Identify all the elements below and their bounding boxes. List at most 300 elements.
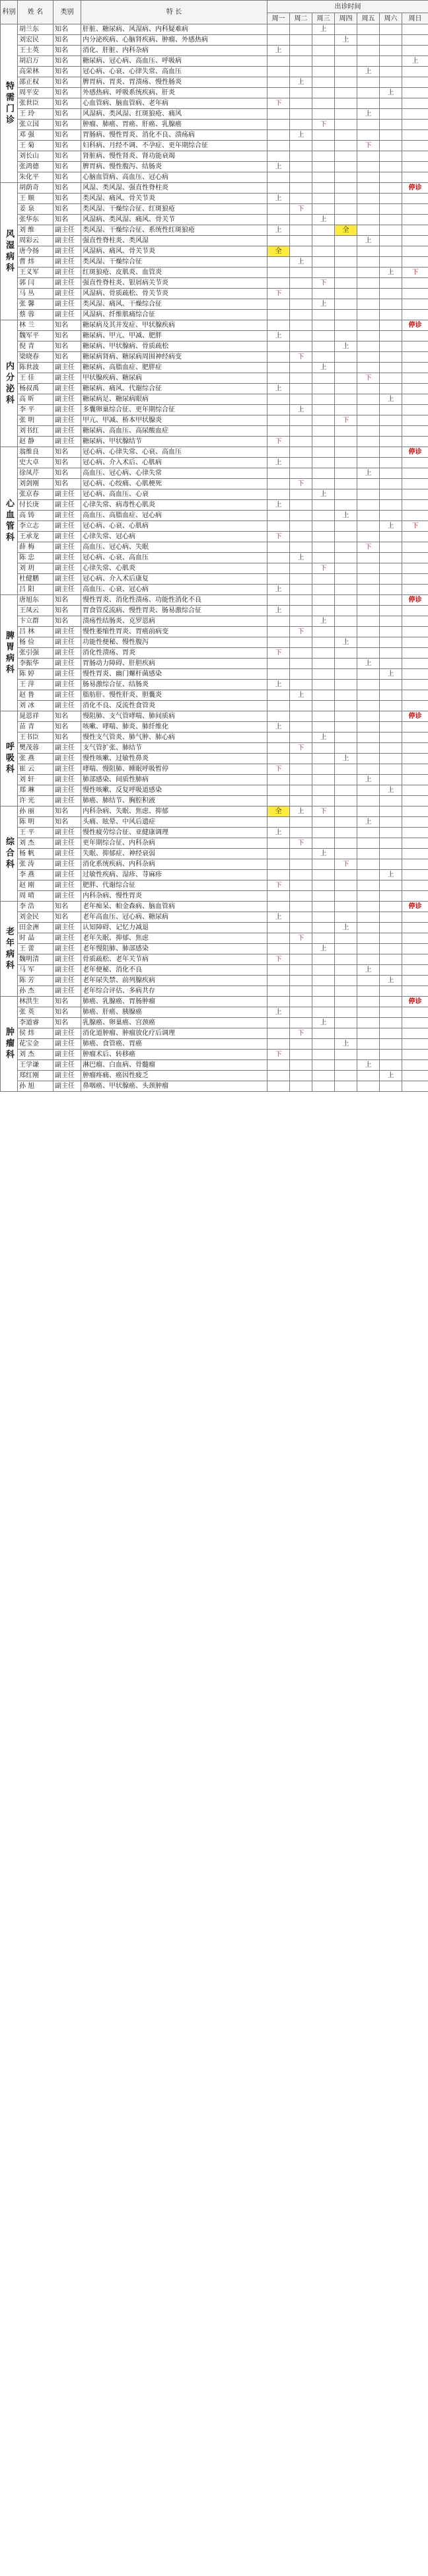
- schedule-slot[interactable]: [335, 965, 357, 976]
- schedule-slot[interactable]: [312, 331, 335, 341]
- schedule-slot[interactable]: [312, 637, 335, 648]
- schedule-slot[interactable]: [268, 944, 290, 954]
- schedule-slot[interactable]: [357, 849, 380, 859]
- schedule-slot[interactable]: [335, 532, 357, 542]
- schedule-slot[interactable]: [380, 204, 402, 215]
- schedule-slot[interactable]: [312, 310, 335, 320]
- schedule-slot[interactable]: [402, 965, 428, 976]
- schedule-slot[interactable]: [380, 806, 402, 817]
- schedule-slot[interactable]: [312, 997, 335, 1007]
- schedule-slot[interactable]: 下: [290, 204, 312, 215]
- schedule-slot[interactable]: [335, 426, 357, 437]
- schedule-slot[interactable]: [402, 236, 428, 246]
- doctor-name[interactable]: 张世臣: [18, 98, 54, 109]
- schedule-slot[interactable]: [290, 648, 312, 659]
- schedule-slot[interactable]: [402, 310, 428, 320]
- schedule-slot[interactable]: [357, 88, 380, 98]
- schedule-slot[interactable]: 上: [290, 553, 312, 563]
- schedule-slot[interactable]: [290, 363, 312, 373]
- schedule-slot[interactable]: [268, 373, 290, 384]
- doctor-name[interactable]: 陈世波: [18, 363, 54, 373]
- doctor-name[interactable]: 王 玲: [18, 109, 54, 120]
- schedule-slot[interactable]: [380, 880, 402, 891]
- schedule-slot[interactable]: [290, 172, 312, 183]
- schedule-slot[interactable]: [402, 341, 428, 352]
- schedule-slot[interactable]: [380, 849, 402, 859]
- schedule-slot[interactable]: [357, 46, 380, 56]
- doctor-name[interactable]: 张鸿德: [18, 162, 54, 172]
- schedule-slot[interactable]: [268, 236, 290, 246]
- schedule-slot[interactable]: [402, 754, 428, 764]
- doctor-name[interactable]: 王 萍: [18, 680, 54, 690]
- schedule-slot[interactable]: [312, 1050, 335, 1060]
- schedule-slot[interactable]: [335, 817, 357, 828]
- schedule-slot[interactable]: [402, 954, 428, 965]
- schedule-slot[interactable]: [380, 77, 402, 88]
- doctor-name[interactable]: 李振华: [18, 659, 54, 669]
- schedule-slot[interactable]: [357, 278, 380, 289]
- schedule-slot[interactable]: 上: [268, 585, 290, 595]
- schedule-slot[interactable]: [312, 585, 335, 595]
- schedule-slot[interactable]: [290, 1071, 312, 1081]
- schedule-slot[interactable]: [380, 616, 402, 627]
- schedule-slot[interactable]: [402, 225, 428, 236]
- schedule-slot[interactable]: 上: [380, 669, 402, 680]
- schedule-slot[interactable]: [268, 796, 290, 806]
- schedule-slot[interactable]: [312, 1028, 335, 1039]
- schedule-slot[interactable]: [312, 764, 335, 775]
- schedule-slot[interactable]: [380, 56, 402, 67]
- schedule-slot[interactable]: [312, 415, 335, 426]
- doctor-name[interactable]: 徐凤芹: [18, 468, 54, 479]
- schedule-slot[interactable]: [335, 1071, 357, 1081]
- schedule-slot[interactable]: [335, 373, 357, 384]
- schedule-slot[interactable]: [380, 246, 402, 257]
- schedule-slot[interactable]: [335, 56, 357, 67]
- schedule-slot[interactable]: [380, 838, 402, 849]
- schedule-slot[interactable]: [380, 320, 402, 331]
- schedule-slot[interactable]: 上: [268, 194, 290, 204]
- schedule-slot[interactable]: 上: [268, 1007, 290, 1018]
- schedule-slot[interactable]: [380, 373, 402, 384]
- schedule-slot[interactable]: 上: [357, 109, 380, 120]
- schedule-slot[interactable]: [335, 521, 357, 532]
- schedule-slot[interactable]: [312, 225, 335, 236]
- schedule-slot[interactable]: [312, 606, 335, 616]
- schedule-slot[interactable]: [402, 743, 428, 754]
- schedule-slot[interactable]: 下: [268, 289, 290, 299]
- schedule-slot[interactable]: [357, 257, 380, 268]
- schedule-slot[interactable]: [335, 109, 357, 120]
- doctor-name[interactable]: 唐今扬: [18, 246, 54, 257]
- schedule-slot[interactable]: [402, 553, 428, 563]
- schedule-slot[interactable]: [268, 352, 290, 363]
- schedule-slot[interactable]: [312, 1007, 335, 1018]
- schedule-slot[interactable]: [268, 426, 290, 437]
- schedule-slot[interactable]: 全: [268, 246, 290, 257]
- schedule-slot[interactable]: [335, 120, 357, 130]
- schedule-slot[interactable]: [290, 141, 312, 151]
- schedule-slot[interactable]: [312, 204, 335, 215]
- schedule-slot[interactable]: [268, 405, 290, 415]
- schedule-slot[interactable]: [357, 648, 380, 659]
- schedule-slot[interactable]: [402, 574, 428, 585]
- schedule-slot[interactable]: [290, 944, 312, 954]
- schedule-slot[interactable]: [357, 77, 380, 88]
- schedule-slot[interactable]: [335, 870, 357, 880]
- schedule-slot[interactable]: [268, 1018, 290, 1028]
- schedule-slot[interactable]: [357, 606, 380, 616]
- schedule-slot[interactable]: [290, 109, 312, 120]
- schedule-slot[interactable]: 上: [335, 754, 357, 764]
- doctor-name[interactable]: 刘金民: [18, 912, 54, 923]
- doctor-name[interactable]: 李立志: [18, 521, 54, 532]
- schedule-slot[interactable]: [312, 194, 335, 204]
- schedule-slot[interactable]: [335, 733, 357, 743]
- schedule-slot[interactable]: [402, 204, 428, 215]
- schedule-slot[interactable]: [335, 891, 357, 902]
- schedule-slot[interactable]: [357, 764, 380, 775]
- schedule-slot[interactable]: [312, 183, 335, 194]
- schedule-slot[interactable]: [357, 912, 380, 923]
- schedule-slot[interactable]: [268, 553, 290, 563]
- schedule-slot[interactable]: [402, 828, 428, 838]
- schedule-slot[interactable]: [357, 627, 380, 637]
- schedule-slot[interactable]: 上: [312, 849, 335, 859]
- schedule-slot[interactable]: [357, 722, 380, 733]
- schedule-slot[interactable]: [290, 310, 312, 320]
- schedule-slot[interactable]: [380, 627, 402, 637]
- schedule-slot[interactable]: [312, 458, 335, 468]
- schedule-slot[interactable]: 下: [357, 141, 380, 151]
- doctor-name[interactable]: 胡荫奇: [18, 183, 54, 194]
- schedule-slot[interactable]: [335, 1028, 357, 1039]
- doctor-name[interactable]: 刘 杰: [18, 838, 54, 849]
- schedule-slot[interactable]: [380, 468, 402, 479]
- schedule-slot[interactable]: [290, 606, 312, 616]
- doctor-name[interactable]: 陈 芳: [18, 976, 54, 986]
- schedule-slot[interactable]: [380, 1018, 402, 1028]
- schedule-slot[interactable]: [290, 151, 312, 162]
- schedule-slot[interactable]: [335, 331, 357, 341]
- doctor-name[interactable]: 刘剑刚: [18, 479, 54, 489]
- schedule-slot[interactable]: [357, 870, 380, 880]
- schedule-slot[interactable]: [380, 828, 402, 838]
- schedule-slot[interactable]: [357, 24, 380, 35]
- schedule-slot[interactable]: [290, 701, 312, 711]
- schedule-slot[interactable]: [290, 722, 312, 733]
- doctor-name[interactable]: 张引强: [18, 648, 54, 659]
- doctor-name[interactable]: 王士英: [18, 46, 54, 56]
- schedule-slot[interactable]: [290, 120, 312, 130]
- schedule-slot[interactable]: [402, 458, 428, 468]
- schedule-slot[interactable]: [357, 944, 380, 954]
- schedule-slot[interactable]: [402, 563, 428, 574]
- schedule-slot[interactable]: [402, 511, 428, 521]
- schedule-slot[interactable]: [380, 595, 402, 606]
- schedule-slot[interactable]: [357, 933, 380, 944]
- schedule-slot[interactable]: [335, 542, 357, 553]
- schedule-slot[interactable]: [357, 954, 380, 965]
- doctor-name[interactable]: 李道睿: [18, 1018, 54, 1028]
- schedule-slot[interactable]: [312, 77, 335, 88]
- schedule-slot[interactable]: [402, 426, 428, 437]
- schedule-slot[interactable]: [335, 468, 357, 479]
- doctor-name[interactable]: 刘 玥: [18, 563, 54, 574]
- schedule-slot[interactable]: [268, 268, 290, 278]
- schedule-slot[interactable]: [357, 426, 380, 437]
- schedule-slot[interactable]: [290, 289, 312, 299]
- schedule-slot[interactable]: [312, 923, 335, 933]
- doctor-name[interactable]: 李 燕: [18, 870, 54, 880]
- schedule-slot[interactable]: [402, 109, 428, 120]
- doctor-name[interactable]: 王义军: [18, 268, 54, 278]
- schedule-slot[interactable]: 上: [290, 806, 312, 817]
- schedule-slot[interactable]: [335, 77, 357, 88]
- doctor-name[interactable]: 张 英: [18, 1007, 54, 1018]
- schedule-slot[interactable]: [357, 183, 380, 194]
- schedule-slot[interactable]: [357, 204, 380, 215]
- schedule-slot[interactable]: [268, 637, 290, 648]
- schedule-slot[interactable]: [335, 680, 357, 690]
- schedule-slot[interactable]: 上: [335, 341, 357, 352]
- schedule-slot[interactable]: [290, 331, 312, 341]
- schedule-slot[interactable]: [357, 331, 380, 341]
- schedule-slot[interactable]: [402, 606, 428, 616]
- schedule-slot[interactable]: [312, 933, 335, 944]
- doctor-name[interactable]: 翁维良: [18, 447, 54, 458]
- doctor-name[interactable]: 刘 维: [18, 225, 54, 236]
- schedule-slot[interactable]: [402, 733, 428, 743]
- schedule-slot[interactable]: [268, 775, 290, 785]
- schedule-slot[interactable]: [268, 215, 290, 225]
- schedule-slot[interactable]: [312, 236, 335, 246]
- schedule-slot[interactable]: [380, 341, 402, 352]
- schedule-slot[interactable]: [312, 35, 335, 46]
- schedule-slot[interactable]: [268, 278, 290, 289]
- doctor-name[interactable]: 王承龙: [18, 532, 54, 542]
- schedule-slot[interactable]: [357, 754, 380, 764]
- schedule-slot[interactable]: [268, 595, 290, 606]
- schedule-slot[interactable]: [268, 785, 290, 796]
- schedule-slot[interactable]: [402, 35, 428, 46]
- schedule-slot[interactable]: [402, 373, 428, 384]
- schedule-slot[interactable]: [335, 289, 357, 299]
- schedule-slot[interactable]: 下: [312, 563, 335, 574]
- schedule-slot[interactable]: [312, 669, 335, 680]
- schedule-slot[interactable]: [335, 806, 357, 817]
- schedule-slot[interactable]: [402, 299, 428, 310]
- schedule-slot[interactable]: [290, 965, 312, 976]
- schedule-slot[interactable]: [335, 976, 357, 986]
- schedule-slot[interactable]: 上: [380, 976, 402, 986]
- schedule-slot[interactable]: [335, 1081, 357, 1092]
- schedule-slot[interactable]: [268, 88, 290, 98]
- schedule-slot[interactable]: 停诊: [402, 711, 428, 722]
- doctor-name[interactable]: 张立国: [18, 120, 54, 130]
- schedule-slot[interactable]: [380, 35, 402, 46]
- schedule-slot[interactable]: 上: [335, 637, 357, 648]
- schedule-slot[interactable]: 下: [402, 268, 428, 278]
- doctor-name[interactable]: 魏明清: [18, 954, 54, 965]
- schedule-slot[interactable]: [335, 606, 357, 616]
- schedule-slot[interactable]: [402, 394, 428, 405]
- schedule-slot[interactable]: [402, 141, 428, 151]
- schedule-slot[interactable]: [312, 384, 335, 394]
- schedule-slot[interactable]: [290, 1060, 312, 1071]
- doctor-name[interactable]: 崔 云: [18, 764, 54, 775]
- schedule-slot[interactable]: [380, 563, 402, 574]
- schedule-slot[interactable]: [268, 859, 290, 870]
- schedule-slot[interactable]: [402, 46, 428, 56]
- schedule-slot[interactable]: [290, 56, 312, 67]
- schedule-slot[interactable]: [268, 870, 290, 880]
- doctor-name[interactable]: 时 晶: [18, 933, 54, 944]
- schedule-slot[interactable]: [380, 109, 402, 120]
- schedule-slot[interactable]: [357, 352, 380, 363]
- schedule-slot[interactable]: [357, 595, 380, 606]
- schedule-slot[interactable]: [290, 500, 312, 511]
- schedule-slot[interactable]: [402, 806, 428, 817]
- schedule-slot[interactable]: [290, 954, 312, 965]
- schedule-slot[interactable]: [312, 394, 335, 405]
- schedule-slot[interactable]: 下: [290, 627, 312, 637]
- schedule-slot[interactable]: 上: [312, 733, 335, 743]
- doctor-name[interactable]: 倪 青: [18, 341, 54, 352]
- schedule-slot[interactable]: [312, 954, 335, 965]
- schedule-slot[interactable]: [402, 817, 428, 828]
- schedule-slot[interactable]: 下: [268, 764, 290, 775]
- schedule-slot[interactable]: [335, 701, 357, 711]
- schedule-slot[interactable]: [402, 1060, 428, 1071]
- schedule-slot[interactable]: 上: [380, 870, 402, 880]
- schedule-slot[interactable]: [357, 553, 380, 563]
- schedule-slot[interactable]: [268, 976, 290, 986]
- schedule-slot[interactable]: [380, 98, 402, 109]
- schedule-slot[interactable]: [268, 563, 290, 574]
- schedule-slot[interactable]: [357, 172, 380, 183]
- schedule-slot[interactable]: [312, 373, 335, 384]
- schedule-slot[interactable]: [402, 363, 428, 373]
- schedule-slot[interactable]: [290, 437, 312, 447]
- schedule-slot[interactable]: [268, 891, 290, 902]
- schedule-slot[interactable]: [380, 289, 402, 299]
- schedule-slot[interactable]: [268, 320, 290, 331]
- schedule-slot[interactable]: [290, 1018, 312, 1028]
- schedule-slot[interactable]: [380, 172, 402, 183]
- schedule-slot[interactable]: [290, 46, 312, 56]
- schedule-slot[interactable]: [335, 458, 357, 468]
- schedule-slot[interactable]: [402, 1071, 428, 1081]
- schedule-slot[interactable]: [290, 458, 312, 468]
- schedule-slot[interactable]: [335, 553, 357, 563]
- schedule-slot[interactable]: [357, 246, 380, 257]
- schedule-slot[interactable]: [357, 98, 380, 109]
- schedule-slot[interactable]: [335, 384, 357, 394]
- schedule-slot[interactable]: [402, 775, 428, 785]
- schedule-slot[interactable]: [357, 458, 380, 468]
- schedule-slot[interactable]: [402, 77, 428, 88]
- schedule-slot[interactable]: [357, 701, 380, 711]
- schedule-slot[interactable]: [335, 236, 357, 246]
- schedule-slot[interactable]: [268, 817, 290, 828]
- schedule-slot[interactable]: [357, 1081, 380, 1092]
- schedule-slot[interactable]: [380, 236, 402, 246]
- schedule-slot[interactable]: [268, 902, 290, 912]
- schedule-slot[interactable]: 全: [268, 806, 290, 817]
- schedule-slot[interactable]: [402, 859, 428, 870]
- schedule-slot[interactable]: [335, 711, 357, 722]
- doctor-name[interactable]: 史大卓: [18, 458, 54, 468]
- schedule-slot[interactable]: 下: [268, 532, 290, 542]
- schedule-slot[interactable]: [380, 859, 402, 870]
- schedule-slot[interactable]: [290, 986, 312, 997]
- schedule-slot[interactable]: [380, 67, 402, 77]
- schedule-slot[interactable]: [357, 500, 380, 511]
- schedule-slot[interactable]: [268, 669, 290, 680]
- schedule-slot[interactable]: [402, 88, 428, 98]
- schedule-slot[interactable]: [380, 680, 402, 690]
- schedule-slot[interactable]: [380, 1081, 402, 1092]
- schedule-slot[interactable]: [402, 849, 428, 859]
- schedule-slot[interactable]: [357, 521, 380, 532]
- doctor-name[interactable]: 郭 闫: [18, 278, 54, 289]
- schedule-slot[interactable]: [290, 320, 312, 331]
- schedule-slot[interactable]: [335, 363, 357, 373]
- schedule-slot[interactable]: [312, 268, 335, 278]
- schedule-slot[interactable]: [312, 838, 335, 849]
- schedule-slot[interactable]: [268, 151, 290, 162]
- schedule-slot[interactable]: [312, 172, 335, 183]
- schedule-slot[interactable]: [402, 246, 428, 257]
- schedule-slot[interactable]: [312, 648, 335, 659]
- schedule-slot[interactable]: [290, 637, 312, 648]
- schedule-slot[interactable]: [290, 659, 312, 669]
- schedule-slot[interactable]: 上: [290, 130, 312, 141]
- doctor-name[interactable]: 周 晴: [18, 891, 54, 902]
- schedule-slot[interactable]: [312, 627, 335, 637]
- schedule-slot[interactable]: [402, 722, 428, 733]
- schedule-slot[interactable]: [402, 648, 428, 659]
- schedule-slot[interactable]: [290, 98, 312, 109]
- doctor-name[interactable]: 杜健鹏: [18, 574, 54, 585]
- schedule-slot[interactable]: [312, 521, 335, 532]
- schedule-slot[interactable]: [380, 415, 402, 426]
- schedule-slot[interactable]: [357, 415, 380, 426]
- schedule-slot[interactable]: [312, 828, 335, 838]
- schedule-slot[interactable]: 上: [268, 912, 290, 923]
- schedule-slot[interactable]: [335, 954, 357, 965]
- schedule-slot[interactable]: [380, 659, 402, 669]
- schedule-slot[interactable]: [290, 680, 312, 690]
- schedule-slot[interactable]: 上: [312, 215, 335, 225]
- schedule-slot[interactable]: [402, 690, 428, 701]
- schedule-slot[interactable]: [312, 859, 335, 870]
- schedule-slot[interactable]: 停诊: [402, 902, 428, 912]
- schedule-slot[interactable]: [290, 785, 312, 796]
- doctor-name[interactable]: 樊茂蓉: [18, 743, 54, 754]
- doctor-name[interactable]: 陈 忠: [18, 553, 54, 563]
- schedule-slot[interactable]: [357, 669, 380, 680]
- doctor-name[interactable]: 王 顺: [18, 194, 54, 204]
- schedule-slot[interactable]: [312, 320, 335, 331]
- schedule-slot[interactable]: [290, 341, 312, 352]
- schedule-slot[interactable]: [290, 24, 312, 35]
- schedule-slot[interactable]: [335, 479, 357, 489]
- schedule-slot[interactable]: [268, 120, 290, 130]
- schedule-slot[interactable]: [402, 500, 428, 511]
- schedule-slot[interactable]: [380, 1050, 402, 1060]
